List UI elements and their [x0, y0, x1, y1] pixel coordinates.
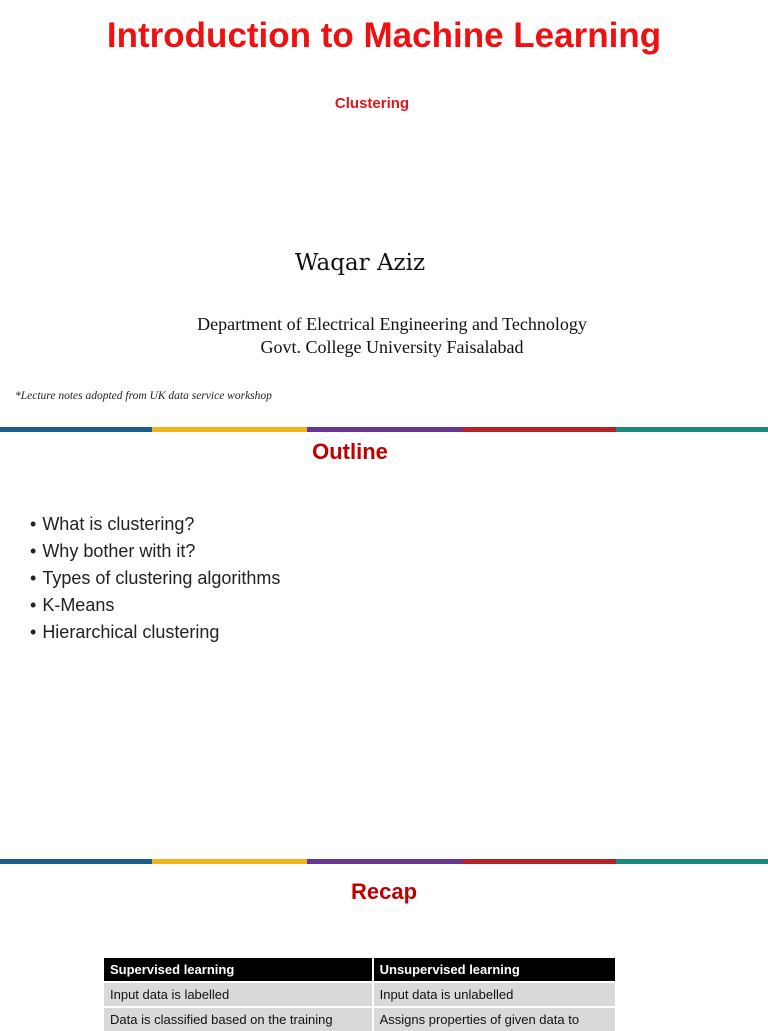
divider-segment-teal — [616, 859, 768, 864]
list-item: • Hierarchical clustering — [30, 619, 280, 646]
table-cell: Assigns properties of given data to — [373, 1007, 616, 1031]
divider-segment-red — [463, 859, 616, 864]
divider-segment-yellow — [152, 859, 307, 864]
slide-subtitle: Clustering — [334, 95, 410, 112]
table-cell: Input data is labelled — [104, 982, 373, 1007]
divider-segment-purple — [307, 859, 463, 864]
column-header: Supervised learning — [104, 958, 373, 982]
outline-title: Outline — [312, 439, 388, 464]
comparison-table — [104, 958, 617, 1031]
table-row — [104, 1007, 616, 1031]
recap-title: Recap — [350, 879, 418, 904]
footnote: *Lecture notes adopted from UK data service workshop — [15, 390, 272, 402]
list-item: • K-Means — [30, 592, 280, 619]
list-item: • What is clustering? — [30, 511, 280, 538]
department-name: Department of Electrical Engineering and Technology — [197, 314, 587, 334]
list-item: • Why bother with it? — [30, 538, 280, 565]
list-item: • Types of clustering algorithms — [30, 565, 280, 592]
department-block — [0, 313, 768, 359]
column-header: Unsupervised learning — [373, 958, 616, 982]
slide-title: Introduction to Machine Learning — [106, 16, 662, 55]
table-cell: Data is classified based on the training — [104, 1007, 373, 1031]
university-name: Govt. College University Faisalabad — [260, 337, 524, 357]
table-header-row — [104, 958, 616, 982]
title-slide — [0, 0, 768, 428]
table-row — [104, 982, 616, 1007]
divider-segment-blue — [0, 859, 152, 864]
outline-list — [30, 511, 280, 646]
slide-divider — [0, 859, 768, 864]
author-name: Waqar Aziz — [294, 250, 426, 276]
table-cell: Input data is unlabelled — [373, 982, 616, 1007]
